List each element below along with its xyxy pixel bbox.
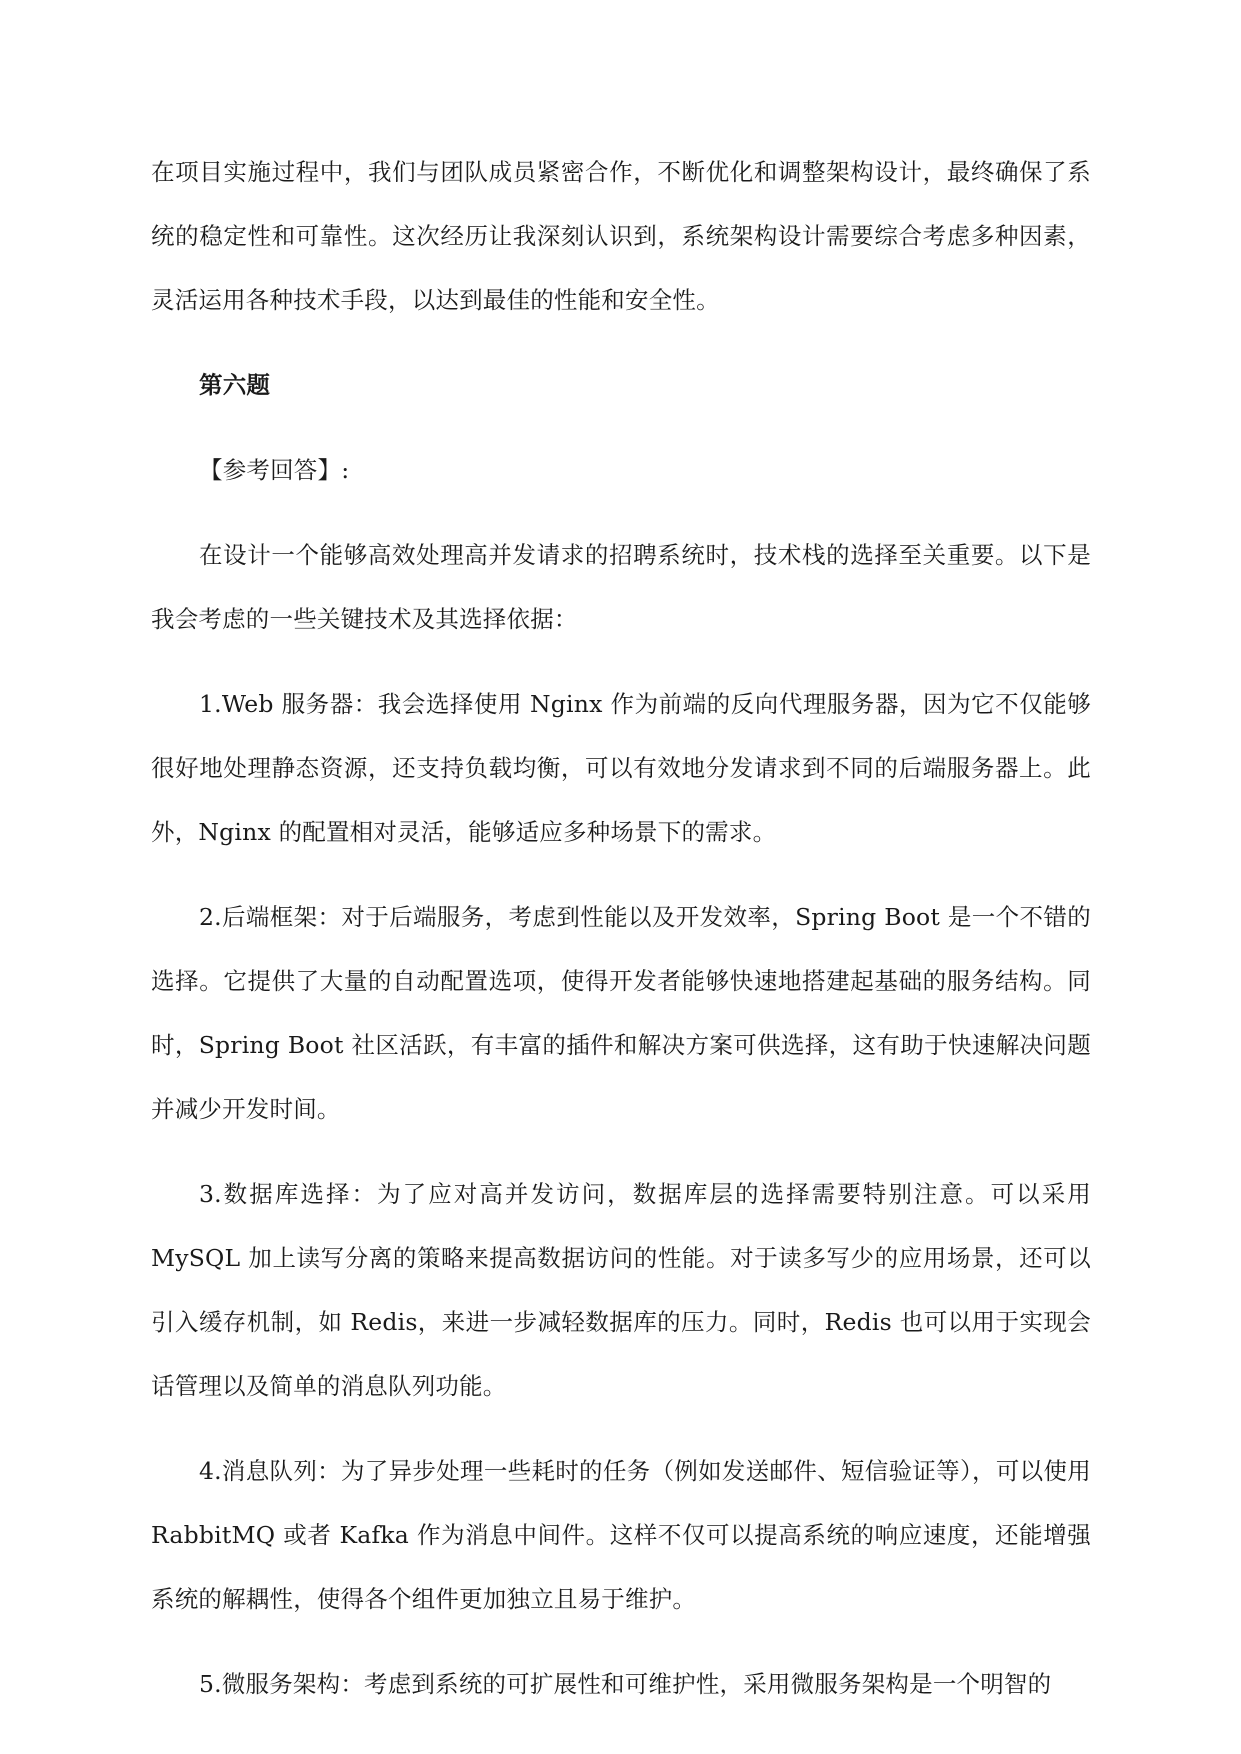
paragraph-point-3-database: 3.数据库选择：为了应对高并发访问，数据库层的选择需要特别注意。可以采用 MySQL 加上读写分离的策略来提高数据访问的性能。对于读多写少的应用场景，还可以引入缓存机制，如 Redis，来进一步减轻数据库的压力。同时，Redis 也可以用于实现会话管理以及简单的消息队列功能。 xyxy=(151,1180,1091,1400)
question-heading: 第六题 xyxy=(199,371,271,399)
document-body xyxy=(151,140,1091,1737)
paragraph-point-1-web-server: 1.Web 服务器：我会选择使用 Nginx 作为前端的反向代理服务器，因为它不仅能够很好地处理静态资源，还支持负载均衡，可以有效地分发请求到不同的后端服务器上。此外，Nginx 的配置相对灵活，能够适应多种场景下的需求。 xyxy=(151,690,1091,846)
paragraph-intro-conclusion: 在项目实施过程中，我们与团队成员紧密合作，不断优化和调整架构设计，最终确保了系统的稳定性和可靠性。这次经历让我深刻认识到，系统架构设计需要综合考虑多种因素，灵活运用各种技术手段，以达到最佳的性能和安全性。 xyxy=(151,158,1091,314)
paragraph-point-4-message-queue: 4.消息队列：为了异步处理一些耗时的任务（例如发送邮件、短信验证等），可以使用 RabbitMQ 或者 Kafka 作为消息中间件。这样不仅可以提高系统的响应速度，还能增强系统的解耦性，使得各个组件更加独立且易于维护。 xyxy=(151,1457,1091,1613)
paragraph-point-2-backend-framework: 2.后端框架：对于后端服务，考虑到性能以及开发效率，Spring Boot 是一个不错的选择。它提供了大量的自动配置选项，使得开发者能够快速地搭建起基础的服务结构。同时，Spring Boot 社区活跃，有丰富的插件和解决方案可供选择，这有助于快速解决问题并减少开发时间。 xyxy=(151,903,1091,1123)
paragraph-answer-intro: 在设计一个能够高效处理高并发请求的招聘系统时，技术栈的选择至关重要。以下是我会考虑的一些关键技术及其选择依据： xyxy=(151,541,1091,633)
answer-label: 【参考回答】: xyxy=(199,456,350,484)
paragraph-point-5-microservices: 5.微服务架构：考虑到系统的可扩展性和可维护性，采用微服务架构是一个明智的 xyxy=(199,1670,1052,1698)
